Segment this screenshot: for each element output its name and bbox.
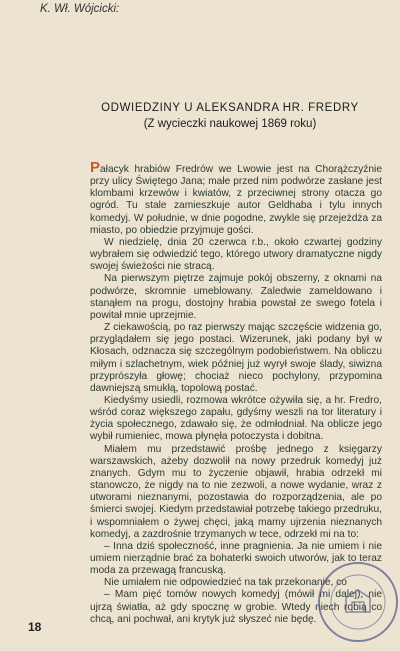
- paragraph: Z ciekawością, po raz pierwszy mając szczęście widzenia go, przyglądałem się jego postaci. Wizerunek, jaki podany był w Kłosach, odznacza się szczególnym podobieństwem. Na obliczu miłym i szlachetnym, wiek później już wyrył swoje ślady, siwizna przyprószyła głowę; chociaż nieco pochylony, przypomina dawniejszą smukłą, topolową postać.: [90, 322, 382, 394]
- page-number: 18: [28, 620, 42, 634]
- paragraph: Kiedyśmy usiedli, rozmowa wkrótce ożywiła się, a hr. Fredro, wśród coraz większego zapału, gdyśmy weszli na tor literatury i życia społecznego, zdawało się, że odmłodniał. Na oblicze jego wybił rumieniec, mowa płynęła potoczysta i dobitna.: [90, 394, 382, 443]
- paragraph: W niedzielę, dnia 20 czerwca r.b., około czwartej godziny wybrałem się odwiedzić tego, którego utwory dramatyczne nigdy swojej świeżości nie stracą.: [90, 236, 382, 273]
- article-body: [90, 159, 382, 626]
- article-title: ODWIEDZINY U ALEKSANDRA HR. FREDRY: [101, 102, 359, 114]
- paragraph: Nie umiałem nie odpowiedzieć na tak przekonanie, co: [104, 577, 347, 589]
- paragraph: Pałacyk hrabiów Fredrów we Lwowie jest na Chorążczyźnie przy ulicy Świętego Jana; małe przed nim podwórze zasłane jest klombami krzewów i kwiatów, z przeciwnej strony otacza go ogród. Tu stale zamieszkuje autor Geldhaba i tylu innych komedyj. W południe, w dnie pogodne, zwykle się przejeżdża za miasto, po obiedzie przyjmuje gości.: [90, 159, 382, 236]
- paragraph: Miałem mu przedstawić prośbę jednego z księgarzy warszawskich, ażeby dozwolił na nowy przedruk komedyj już znanych. Gdym mu to życzenie objawił, hrabia odrzekł mi stanowczo, że nigdy na to nie zezwoli, a nowe wydanie, wraz z utworami nieznanymi, pozostawia do rozporządzenia, ale po śmierci swojej. Kiedym przedstawiał potrzebę takiego przedruku, i wspomniałem o żywej chęci, jaką mamy ujrzenia nieznanych komedyj, a zazdrośnie trzymanych w tece, odrzekł mi na to:: [90, 443, 382, 540]
- museum-stamp: [316, 560, 400, 644]
- paragraph: Na pierwszym piętrze zajmuje pokój obszerny, z oknami na podwórze, skromnie umeblowany. Zaledwie zameldowano i stanąłem na progu, dostojny hrabia powstał ze swego fotela i powitał mnie uprzejmie.: [90, 273, 382, 321]
- paragraph: – Inna dziś społeczność, inne pragnienia. Ja nie umiem i nie umiem nierządnie brać za bohaterki swoich utworów, jak to teraz moda za przewagą francuską.: [90, 540, 382, 577]
- running-head: K. Wł. Wójcicki:: [40, 3, 120, 15]
- paragraph: – Mam pięć tomów nowych komedyj (mówił mi dalej), nie ujrzą światła, aż gdy spocznę w grobie. Wtedy niech robią co chcą, ani pochwał, ani krytyk już słyszeć nie będę.: [90, 589, 382, 625]
- article-subtitle: (Z wycieczki naukowej 1869 roku): [143, 118, 317, 130]
